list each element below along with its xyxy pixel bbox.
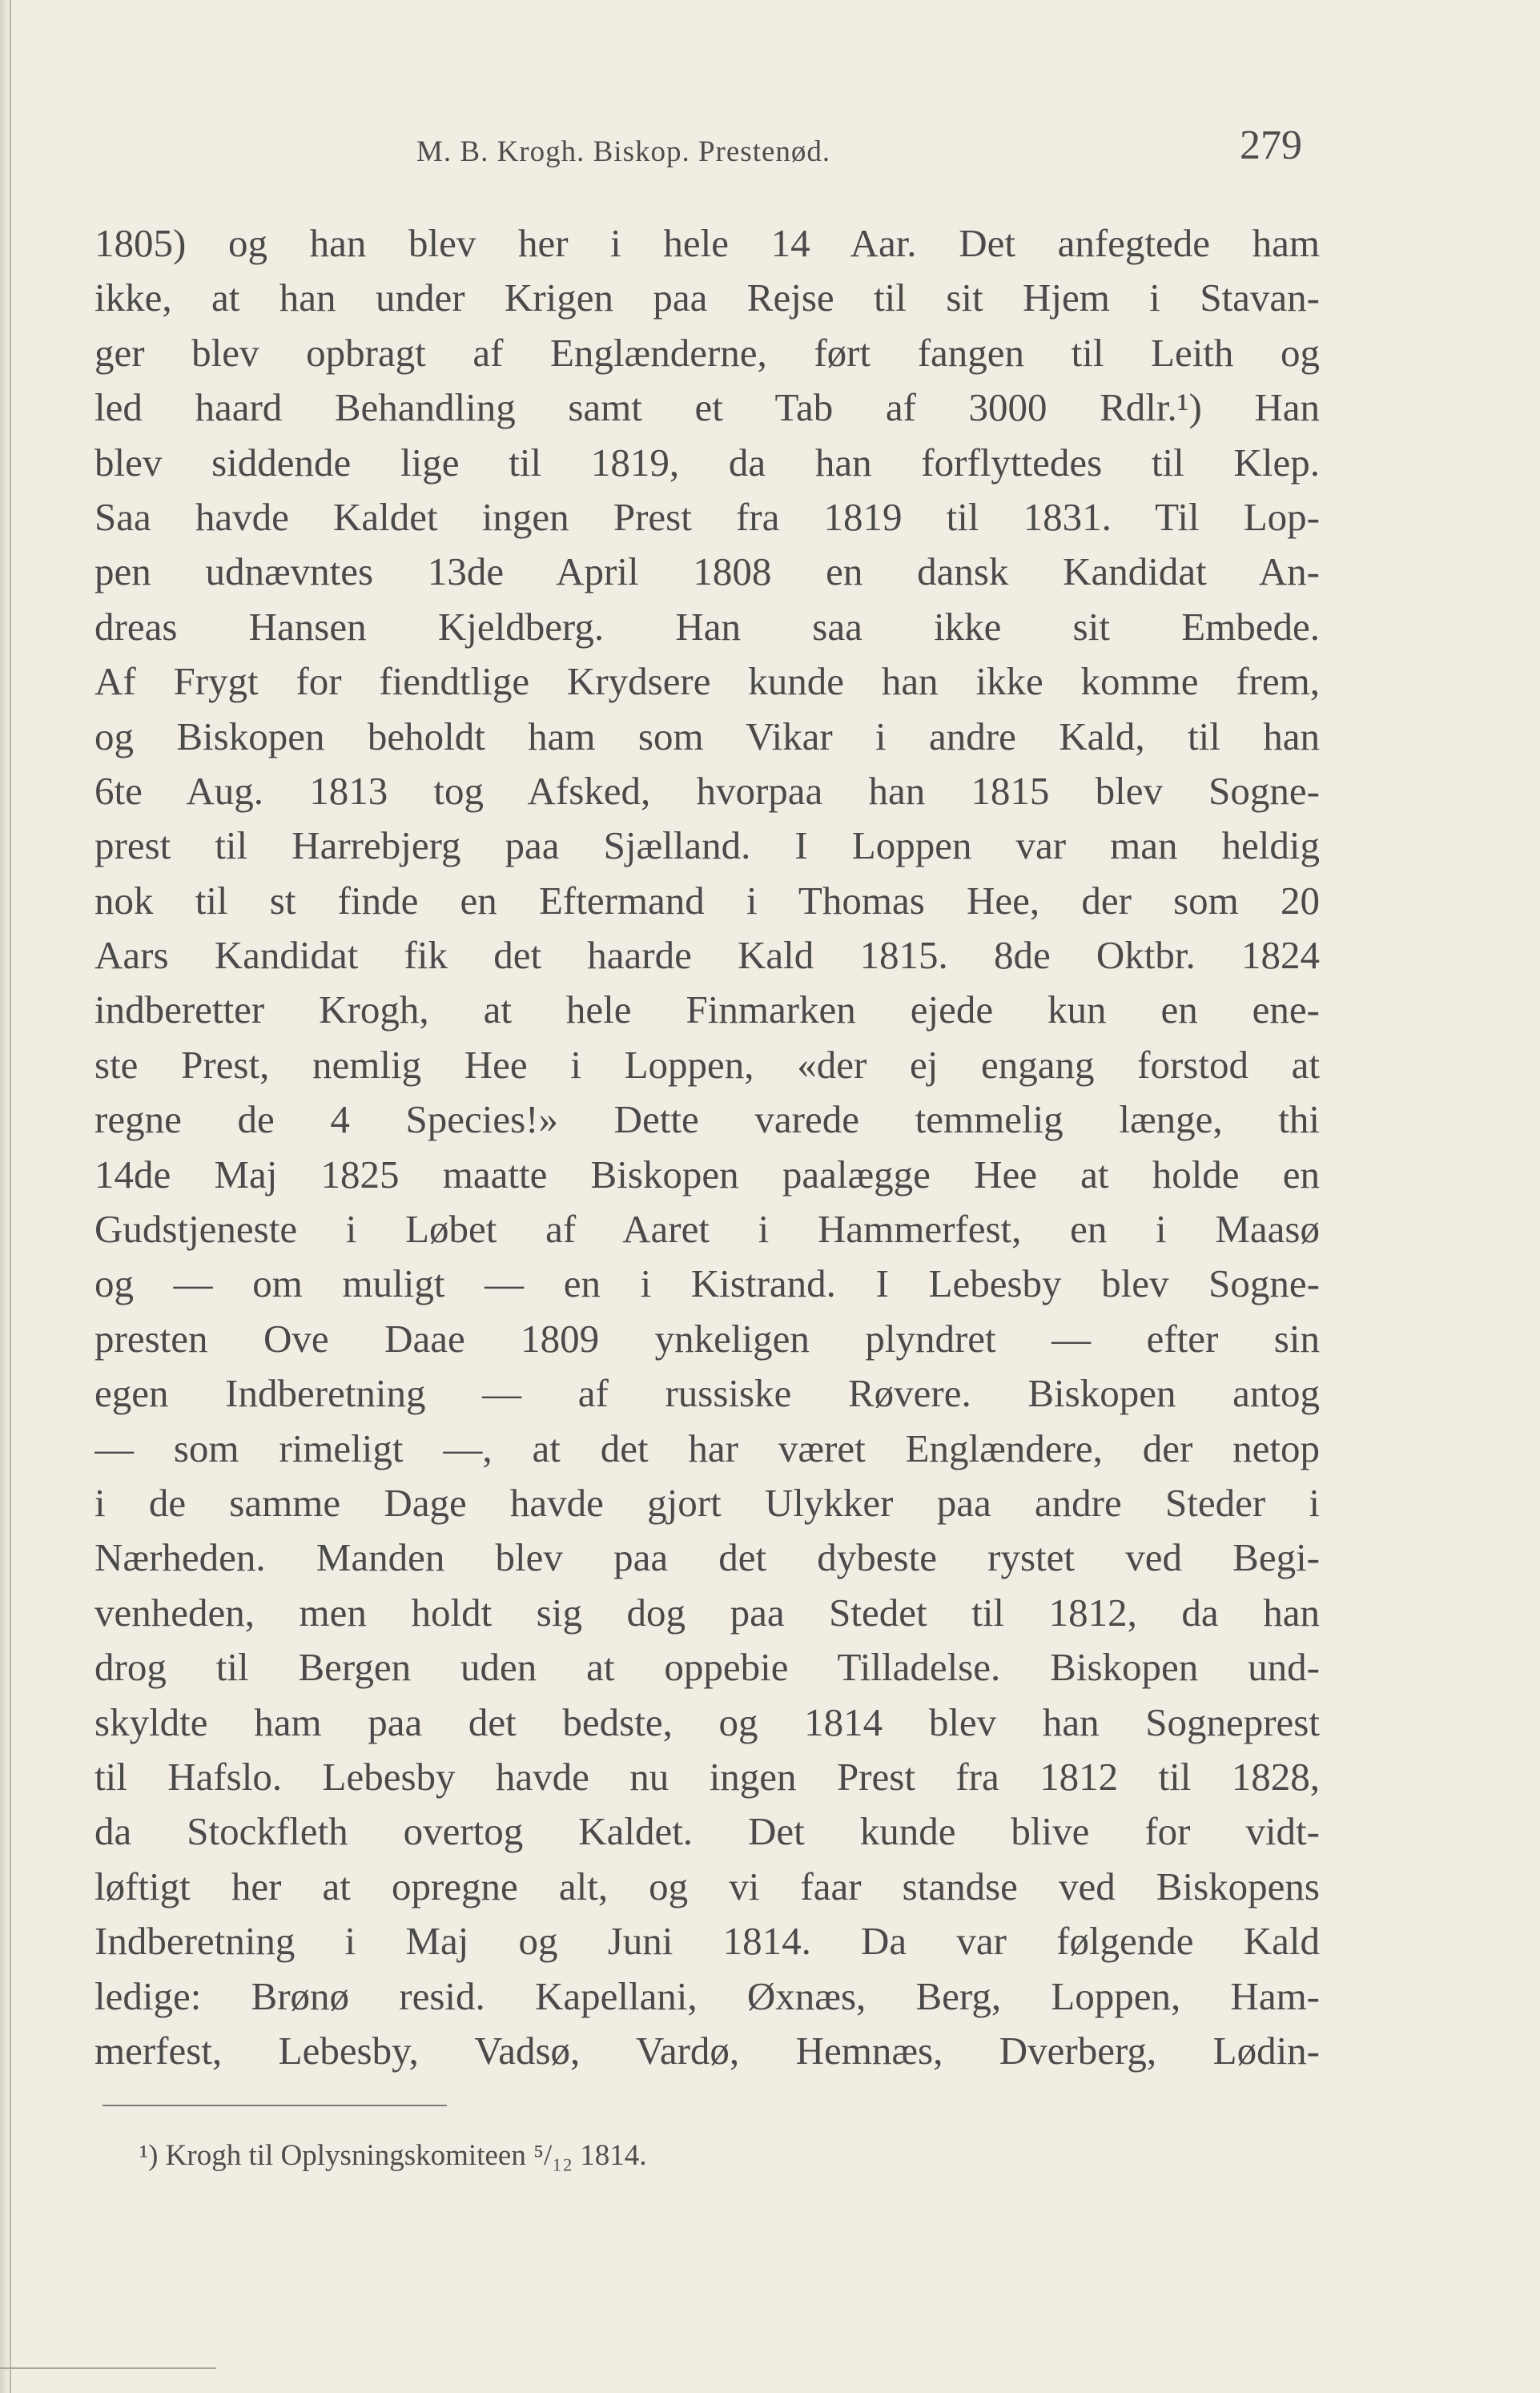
text-line: — som rimeligt —, at det har været Englændere, der netop: [94, 1426, 1320, 1470]
text-line: Af Frygt for fiendtlige Krydsere kunde han ikke komme frem,: [94, 659, 1320, 704]
footnote-rule: [103, 2105, 447, 2106]
text-line: pen udnævntes 13de April 1808 en dansk Kandidat An-: [94, 549, 1320, 594]
text-line: egen Indberetning — af russiske Røvere. Biskopen antog: [94, 1371, 1320, 1416]
text-line: ger blev opbragt af Englænderne, ført fangen til Leith og: [94, 330, 1320, 375]
text-line: til Hafslo. Lebesby havde nu ingen Prest fra 1812 til 1828,: [94, 1754, 1320, 1799]
text-line: regne de 4 Species!» Dette varede temmelig længe, thi: [94, 1097, 1320, 1142]
text-line: Saa havde Kaldet ingen Prest fra 1819 til 1831. Til Lop-: [94, 494, 1320, 539]
text-line: led haard Behandling samt et Tab af 3000 Rdlr.¹) Han: [94, 385, 1320, 430]
text-line: prest til Harrebjerg paa Sjælland. I Loppen var man heldig: [94, 823, 1320, 868]
text-line: 14de Maj 1825 maatte Biskopen paalægge Hee at holde en: [94, 1152, 1320, 1196]
text-line: merfest, Lebesby, Vadsø, Vardø, Hemnæs, Dverberg, Lødin-: [94, 2028, 1320, 2073]
text-line: nok til st finde en Eftermand i Thomas Hee, der som 20: [94, 878, 1320, 923]
text-line: indberetter Krogh, at hele Finmarken ejede kun en ene-: [94, 987, 1320, 1032]
text-line: Aars Kandidat fik det haarde Kald 1815. 8de Oktbr. 1824: [94, 933, 1320, 978]
text-line: venheden, men holdt sig dog paa Stedet til 1812, da han: [94, 1590, 1320, 1635]
text-line: da Stockfleth overtog Kaldet. Det kunde blive for vidt-: [94, 1809, 1320, 1854]
text-line: 1805) og han blev her i hele 14 Aar. Det anfegtede ham: [94, 221, 1320, 265]
text-line: ste Prest, nemlig Hee i Loppen, «der ej engang forstod at: [94, 1042, 1320, 1087]
text-line: og Biskopen beholdt ham som Vikar i andre Kald, til han: [94, 714, 1320, 758]
text-line: Gudstjeneste i Løbet af Aaret i Hammerfest, en i Maasø: [94, 1207, 1320, 1252]
text-line: presten Ove Daae 1809 ynkeligen plyndret — efter sin: [94, 1316, 1320, 1361]
text-line: Indberetning i Maj og Juni 1814. Da var følgende Kald: [94, 1919, 1320, 1964]
text-line: i de samme Dage havde gjort Ulykker paa andre Steder i: [94, 1480, 1320, 1525]
page-number: 279: [1240, 123, 1302, 168]
text-line: drog til Bergen uden at oppebie Tilladelse. Biskopen und-: [94, 1645, 1320, 1690]
text-line: ikke, at han under Krigen paa Rejse til sit Hjem i Stavan-: [94, 275, 1320, 320]
page-edge-line: [10, 0, 11, 2393]
text-line: blev siddende lige til 1819, da han forflyttedes til Klep.: [94, 440, 1320, 485]
footnote: [139, 2138, 647, 2173]
text-line: skyldte ham paa det bedste, og 1814 blev han Sogneprest: [94, 1699, 1320, 1744]
footnote-marker: ¹): [139, 2139, 159, 2172]
text-line: og — om muligt — en i Kistrand. I Lebesby blev Sogne-: [94, 1261, 1320, 1306]
text-line: dreas Hansen Kjeldberg. Han saa ikke sit Embede.: [94, 604, 1320, 649]
footnote-text: Krogh til Oplysningskomiteen ⁵/₁₂ 1814.: [165, 2139, 647, 2172]
body-text: [94, 216, 1320, 2078]
text-line: løftigt her at opregne alt, og vi faar standse ved Biskopens: [94, 1864, 1320, 1908]
text-line: 6te Aug. 1813 tog Afsked, hvorpaa han 1815 blev Sogne-: [94, 768, 1320, 813]
bottom-edge-line: [0, 2367, 216, 2369]
text-line: Nærheden. Manden blev paa det dybeste rystet ved Begi-: [94, 1535, 1320, 1580]
text-line: ledige: Brønø resid. Kapellani, Øxnæs, Berg, Loppen, Ham-: [94, 1973, 1320, 2018]
running-header: M. B. Krogh. Biskop. Prestenød.: [416, 135, 831, 168]
